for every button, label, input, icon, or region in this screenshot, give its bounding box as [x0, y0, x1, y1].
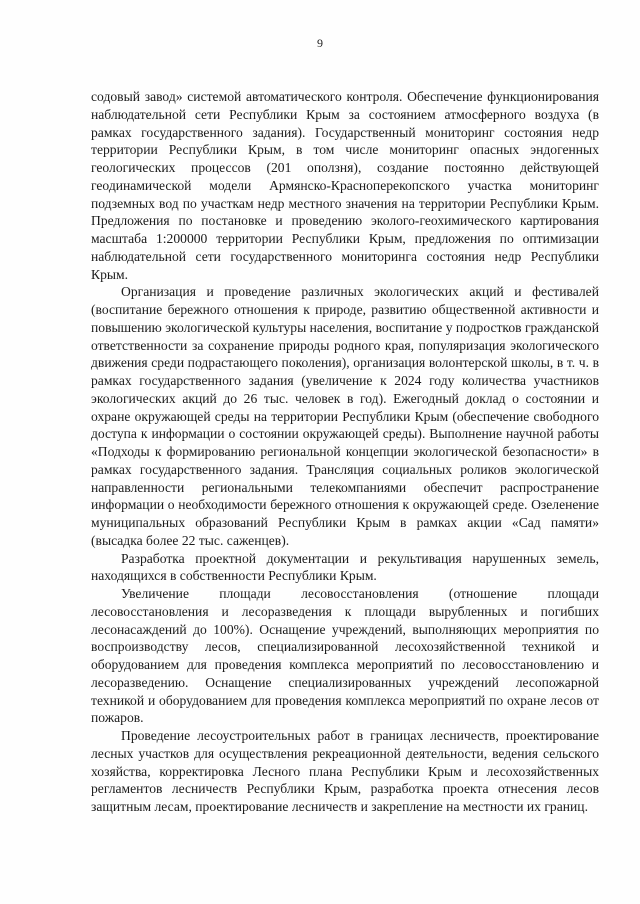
paragraph-reforestation: Увеличение площади лесовосстановления (отношение площади лесовосстановления и лесоразведения к площади вырубленных и погибших лесонасаждений до 100%). Оснащение учреждений, выполняющих мероприятия по воспроизводству лесов, специализированной лесохозяйственной техникой и оборудованием для проведения комплекса мероприятий по лесовосстановлению и лесоразведению. Оснащение специализированных учреждений лесопожарной техникой и оборудованием для проведения комплекса мероприятий по охране лесов от пожаров. [91, 586, 599, 726]
paragraph-ecological-actions: Организация и проведение различных экологических акций и фестивалей (воспитание бережного отношения к природе, развитию общественной активности и повышению экологической культуры населения, воспитание у подростков гражданской ответственности за сохранение природы родного края, популяризация экологического движения среди подрастающего поколения), организация волонтерской школы, в т. ч. в рамках государственного задания (увеличение к 2024 году количества участников экологических акций до 26 тыс. человек в год). Ежегодный доклад о состоянии и охране окружающей среды на территории Республики Крым (обеспечение свободного доступа к информации о состоянии окружающей среды). Выполнение научной работы «Подходы к формированию региональной концепции экологической безопасности» в рамках государственного задания. Трансляция социальных роликов экологической направленности региональными телекомпаниями обеспечит распространение информации о необходимости бережного отношения к окружающей среде. Озеленение муниципальных образований Республики Крым в рамках акции «Сад памяти» (высадка более 22 тыс. саженцев). [91, 284, 600, 548]
paragraph-forest-management: Проведение лесоустроительных работ в границах лесничеств, проектирование лесных участков для осуществления рекреационной деятельности, ведения сельского хозяйства, корректировка Лесного плана Республики Крым и лесохозяйственных регламентов лесничеств Республики Крым, разработка проекта отнесения лесов защитным лесам, проектирование лесничеств и закрепление на местности их границ. [91, 728, 599, 814]
paragraph-monitoring: содовый завод» системой автоматического контроля. Обеспечение функционирования наблюдательной сети Республики Крым за состоянием атмосферного воздуха (в рамках государственного задания). Государственный мониторинг состояния недр территории Республики Крым, в том числе мониторинг опасных эндогенных геологических процессов (201 оползня), создание постоянно действующей геодинамической модели Армянско-Красноперекопского участка мониторинг подземных вод по участкам недр местного значения на территории Республики Крым. Предложения по постановке и проведению эколого-геохимического картирования масштаба 1:200000 территории Республики Крым, предложения по оптимизации наблюдательной сети государственного мониторинга состояния недр Республики Крым. [91, 89, 599, 282]
document-body [91, 88, 599, 816]
paragraph-land-reclamation: Разработка проектной документации и рекультивация нарушенных земель, находящихся в собственности Республики Крым. [91, 550, 599, 584]
page-number: 9 [317, 36, 323, 50]
